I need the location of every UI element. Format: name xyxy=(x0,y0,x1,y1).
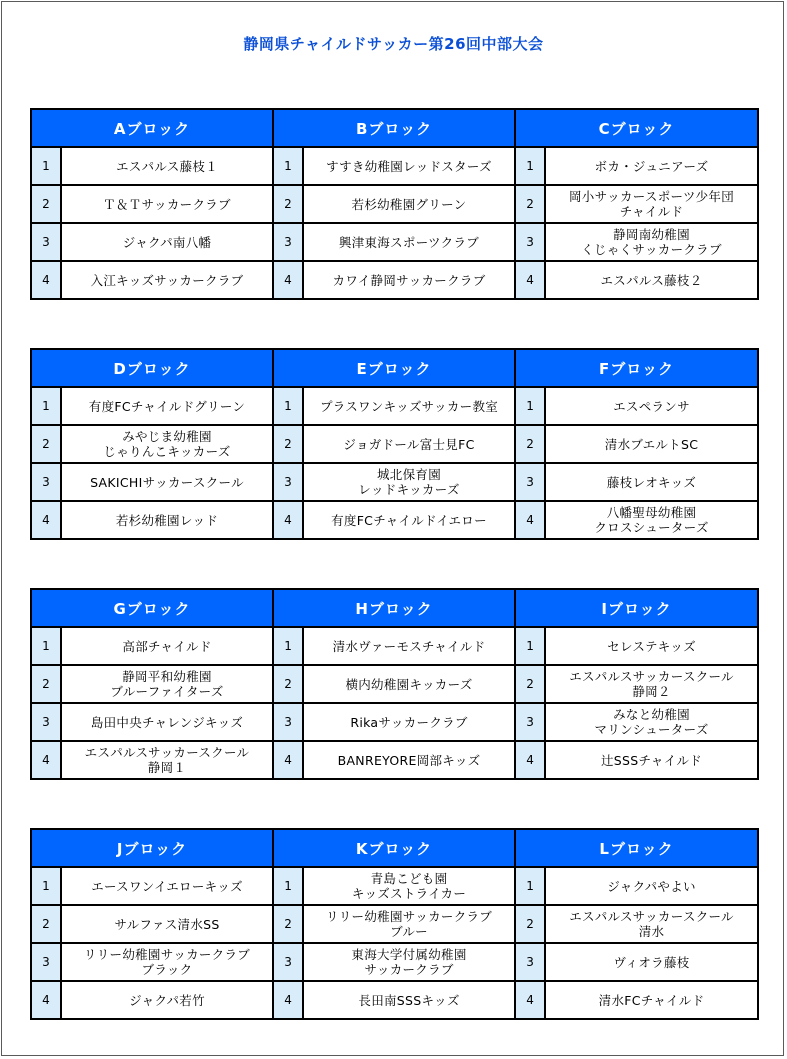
block-header-row xyxy=(31,109,758,147)
seed-number: 2 xyxy=(515,185,545,223)
team-name xyxy=(61,905,273,943)
seed-number: 1 xyxy=(31,387,61,425)
table-row xyxy=(31,703,758,741)
team-name-line: サッカークラブ xyxy=(364,962,454,977)
team-name-line: 城北保育園 xyxy=(377,467,442,482)
seed-number: 2 xyxy=(31,905,61,943)
team-name-line: ブラック xyxy=(141,962,193,977)
team-name-line: ブルーファイターズ xyxy=(110,684,224,699)
seed-number: 3 xyxy=(515,223,545,261)
team-name xyxy=(545,147,758,185)
team-name xyxy=(545,741,758,779)
team-name-line: リリー幼稚園サッカークラブ xyxy=(83,947,251,962)
team-name-line: 高部チャイルド xyxy=(122,638,212,654)
seed-number: 4 xyxy=(273,501,303,539)
seed-number: 1 xyxy=(273,147,303,185)
block-header: Aブロック xyxy=(31,109,273,147)
table-row xyxy=(31,425,758,463)
team-name xyxy=(61,703,273,741)
team-name-line: マリンシューターズ xyxy=(594,722,709,737)
team-name xyxy=(61,387,273,425)
seed-number: 1 xyxy=(515,387,545,425)
team-name-line: レッドキッカーズ xyxy=(358,482,460,497)
seed-number: 1 xyxy=(31,147,61,185)
team-name xyxy=(303,627,515,665)
team-name xyxy=(61,261,273,299)
team-name xyxy=(61,741,273,779)
team-name-line: 清水FCチャイルド xyxy=(598,992,705,1008)
team-name-line: 清水 xyxy=(638,924,665,939)
team-name xyxy=(303,981,515,1019)
seed-number: 2 xyxy=(273,185,303,223)
team-name-line: 八幡聖母幼稚園 xyxy=(606,505,697,520)
team-name-line: 青島こども園 xyxy=(370,871,448,886)
block-header: Eブロック xyxy=(273,349,515,387)
seed-number: 4 xyxy=(31,741,61,779)
team-name-line: 興津東海スポーツクラブ xyxy=(338,234,480,250)
team-name-line: クロスシューターズ xyxy=(594,520,709,535)
seed-number: 4 xyxy=(273,261,303,299)
team-name-line: 有度FCチャイルドイエロー xyxy=(331,512,487,528)
seed-number: 1 xyxy=(31,867,61,905)
block-table xyxy=(30,828,759,1020)
team-name xyxy=(61,223,273,261)
page-title: 静岡県チャイルドサッカー第26回中部大会 xyxy=(243,35,544,53)
table-row xyxy=(31,981,758,1019)
team-name-line: 辻SSSチャイルド xyxy=(600,752,703,768)
seed-number: 2 xyxy=(273,665,303,703)
team-name xyxy=(303,147,515,185)
table-row xyxy=(31,905,758,943)
team-name xyxy=(545,425,758,463)
seed-number: 3 xyxy=(273,943,303,981)
table-row xyxy=(31,943,758,981)
team-name-line: キッズストライカー xyxy=(351,886,467,901)
team-name xyxy=(61,425,273,463)
block-header: Kブロック xyxy=(273,829,515,867)
seed-number: 1 xyxy=(273,627,303,665)
seed-number: 2 xyxy=(31,425,61,463)
seed-number: 1 xyxy=(273,867,303,905)
team-name-line: チャイルド xyxy=(619,204,684,219)
team-name xyxy=(61,867,273,905)
seed-number: 3 xyxy=(273,223,303,261)
team-name xyxy=(545,905,758,943)
team-name-line: サルファス清水SS xyxy=(114,916,220,932)
team-name-line: みなと幼稚園 xyxy=(613,707,690,722)
seed-number: 2 xyxy=(31,665,61,703)
team-name-line: 長田南SSSキッズ xyxy=(358,992,460,1008)
team-name xyxy=(545,387,758,425)
block-table xyxy=(30,108,759,300)
team-name xyxy=(61,981,273,1019)
seed-number: 4 xyxy=(515,501,545,539)
team-name-line: ボカ・ジュニアーズ xyxy=(594,158,709,174)
seed-number: 4 xyxy=(515,741,545,779)
team-name xyxy=(545,943,758,981)
seed-number: 4 xyxy=(515,261,545,299)
table-row xyxy=(31,741,758,779)
seed-number: 3 xyxy=(31,223,61,261)
seed-number: 2 xyxy=(273,905,303,943)
team-name-line: Ｔ＆Ｔサッカークラブ xyxy=(103,196,231,212)
team-name-line: ジョガドール富士見FC xyxy=(343,436,475,452)
block-header: Lブロック xyxy=(515,829,758,867)
team-name-line: 若杉幼稚園グリーン xyxy=(351,196,467,212)
table-row xyxy=(31,223,758,261)
team-name xyxy=(545,501,758,539)
team-name xyxy=(545,463,758,501)
team-name-line: エスパルスサッカースクール xyxy=(84,745,250,760)
block-header: Dブロック xyxy=(31,349,273,387)
team-name-line: すすき幼稚園レッドスターズ xyxy=(326,158,492,174)
block-header-row xyxy=(31,829,758,867)
block-header: Bブロック xyxy=(273,109,515,147)
team-name-line: ブルー xyxy=(390,924,428,939)
team-name xyxy=(61,147,273,185)
team-name-line: プラスワンキッズサッカー教室 xyxy=(319,398,499,414)
seed-number: 3 xyxy=(515,703,545,741)
seed-number: 3 xyxy=(273,463,303,501)
block-header: Iブロック xyxy=(515,589,758,627)
table-row xyxy=(31,147,758,185)
seed-number: 3 xyxy=(31,703,61,741)
table-row xyxy=(31,387,758,425)
team-name-line: ヴィオラ藤枝 xyxy=(613,954,690,970)
team-name-line: 清水ヴァーモスチャイルド xyxy=(332,638,486,654)
team-name xyxy=(545,627,758,665)
seed-number: 3 xyxy=(515,943,545,981)
block-header: Hブロック xyxy=(273,589,515,627)
team-name-line: Rikaサッカークラブ xyxy=(350,714,468,730)
team-name-line: エスペランサ xyxy=(613,398,690,414)
team-name xyxy=(545,867,758,905)
team-name xyxy=(545,223,758,261)
block-table xyxy=(30,588,759,780)
team-name-line: 東海大学付属幼稚園 xyxy=(351,947,467,962)
team-name xyxy=(61,627,273,665)
seed-number: 3 xyxy=(273,703,303,741)
team-name xyxy=(303,905,515,943)
block-header: Jブロック xyxy=(31,829,273,867)
seed-number: 2 xyxy=(31,185,61,223)
table-row xyxy=(31,261,758,299)
table-row xyxy=(31,463,758,501)
team-name xyxy=(61,185,273,223)
team-name-line: 横内幼稚園キッカーズ xyxy=(345,676,473,692)
seed-number: 2 xyxy=(515,665,545,703)
team-name-line: 藤枝レオキッズ xyxy=(606,474,697,490)
team-name xyxy=(303,223,515,261)
team-name-line: リリー幼稚園サッカークラブ xyxy=(325,909,493,924)
block-header: Cブロック xyxy=(515,109,758,147)
seed-number: 1 xyxy=(515,867,545,905)
team-name-line: 静岡２ xyxy=(632,684,671,699)
seed-number: 1 xyxy=(515,147,545,185)
seed-number: 1 xyxy=(515,627,545,665)
team-name-line: じゃりんこキッカーズ xyxy=(103,444,231,459)
team-name xyxy=(545,981,758,1019)
team-name xyxy=(303,943,515,981)
table-row xyxy=(31,867,758,905)
team-name xyxy=(61,501,273,539)
team-name xyxy=(61,463,273,501)
team-name-line: ジャクパやよい xyxy=(607,878,696,894)
team-name-line: エースワンイエローキッズ xyxy=(91,878,243,894)
team-name-line: くじゃくサッカークラブ xyxy=(581,242,722,257)
team-name-line: 清水ブエルトSC xyxy=(604,436,699,452)
team-name-line: カワイ静岡サッカークラブ xyxy=(332,272,486,288)
team-name xyxy=(545,665,758,703)
seed-number: 4 xyxy=(515,981,545,1019)
team-name xyxy=(303,425,515,463)
team-name-line: 入江キッズサッカークラブ xyxy=(90,272,244,288)
team-name-line: エスパルスサッカースクール xyxy=(569,909,734,924)
team-name-line: 静岡１ xyxy=(147,760,187,775)
team-name xyxy=(303,185,515,223)
team-name xyxy=(61,665,273,703)
block-header-row xyxy=(31,589,758,627)
block-header: Fブロック xyxy=(515,349,758,387)
seed-number: 4 xyxy=(273,741,303,779)
team-name-line: セレステキッズ xyxy=(607,638,696,654)
seed-number: 2 xyxy=(515,905,545,943)
team-name xyxy=(545,185,758,223)
team-name xyxy=(303,741,515,779)
table-row xyxy=(31,185,758,223)
team-name-line: エスパルス藤枝１ xyxy=(115,158,219,174)
seed-number: 1 xyxy=(273,387,303,425)
seed-number: 4 xyxy=(31,501,61,539)
team-name xyxy=(61,943,273,981)
team-name-line: 静岡南幼稚園 xyxy=(613,227,690,242)
team-name xyxy=(303,387,515,425)
team-name-line: エスパルス藤枝２ xyxy=(600,272,703,288)
team-name xyxy=(303,867,515,905)
table-row xyxy=(31,501,758,539)
team-name xyxy=(303,665,515,703)
team-name xyxy=(545,261,758,299)
team-name-line: エスパルスサッカースクール xyxy=(569,669,734,684)
seed-number: 1 xyxy=(31,627,61,665)
seed-number: 3 xyxy=(515,463,545,501)
block-header-row xyxy=(31,349,758,387)
seed-number: 2 xyxy=(515,425,545,463)
seed-number: 4 xyxy=(31,981,61,1019)
block-header: Gブロック xyxy=(31,589,273,627)
block-table xyxy=(30,348,759,540)
team-name-line: ジャクパ若竹 xyxy=(129,992,205,1008)
team-name-line: SAKICHIサッカースクール xyxy=(90,474,244,490)
team-name xyxy=(303,501,515,539)
seed-number: 3 xyxy=(31,463,61,501)
team-name xyxy=(545,703,758,741)
table-row xyxy=(31,665,758,703)
team-name-line: 有度FCチャイルドグリーン xyxy=(88,398,246,414)
team-name-line: 若杉幼稚園レッド xyxy=(115,512,219,528)
team-name-line: 島田中央チャレンジキッズ xyxy=(90,714,244,730)
team-name xyxy=(303,703,515,741)
team-name-line: みやじま幼稚園 xyxy=(122,429,212,444)
seed-number: 3 xyxy=(31,943,61,981)
team-name-line: ジャクパ南八幡 xyxy=(122,234,212,250)
table-row xyxy=(31,627,758,665)
seed-number: 2 xyxy=(273,425,303,463)
team-name-line: BANREYORE岡部キッズ xyxy=(337,752,481,768)
team-name-line: 岡小サッカースポーツ少年団 xyxy=(569,189,735,204)
seed-number: 4 xyxy=(31,261,61,299)
team-name xyxy=(303,463,515,501)
seed-number: 4 xyxy=(273,981,303,1019)
team-name-line: 静岡平和幼稚園 xyxy=(122,669,212,684)
team-name xyxy=(303,261,515,299)
